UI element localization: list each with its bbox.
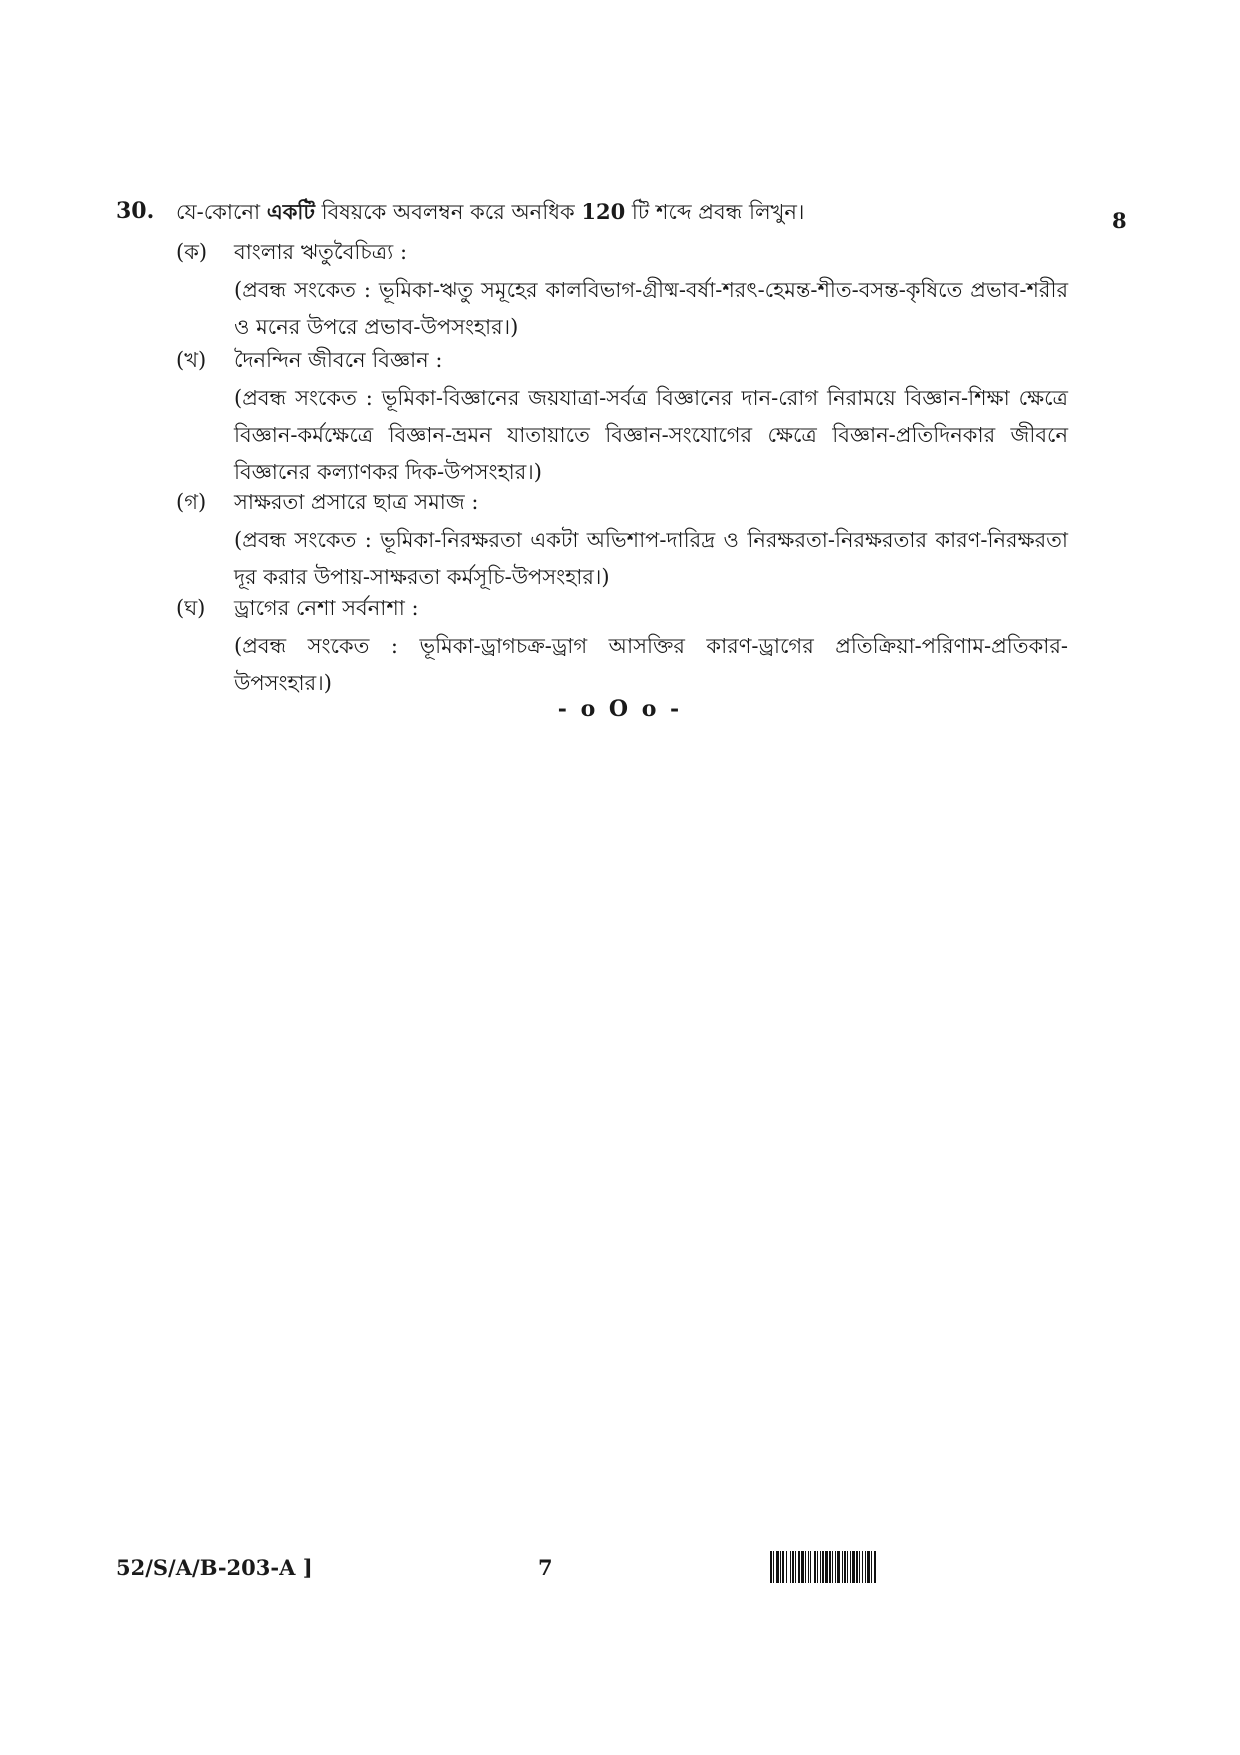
option-title: বাংলার ঋতুবৈচিত্র্য : xyxy=(234,240,408,264)
option-label: (ক) xyxy=(176,240,208,264)
question-number: 30. xyxy=(116,198,155,224)
word-limit: 120 xyxy=(581,199,626,224)
instruction-text: টি শব্দে প্রবন্ধ লিখুন। xyxy=(625,200,805,224)
option-hint: (প্রবন্ধ সংকেত : ভূমিকা-ড্রাগচক্র-ড্রাগ আসক্তির কারণ-ড্রাগের প্রতিক্রিয়া-পরিণাম-প্রতিকার-উপসংহার।) xyxy=(234,634,1068,695)
barcode-icon xyxy=(770,1551,1026,1583)
page-number: 7 xyxy=(538,1555,553,1580)
question-instruction xyxy=(176,196,1056,228)
question-marks: 8 xyxy=(1112,208,1127,233)
option-hint: (প্রবন্ধ সংকেত : ভূমিকা-ঋতু সমূহের কালবিভাগ-গ্রীষ্ম-বর্ষা-শরৎ-হেমন্ত-শীত-বসন্ত-কৃষিতে প্রভাব-শরীর ও মনের উপরে প্রভাব-উপসংহার।) xyxy=(234,278,1068,339)
option-label: (খ) xyxy=(176,348,207,372)
option-title: সাক্ষরতা প্রসারে ছাত্র সমাজ : xyxy=(234,490,479,514)
paper-code: 52/S/A/B-203-A ] xyxy=(116,1555,313,1580)
option-title: ড্রাগের নেশা সর্বনাশা : xyxy=(234,596,419,620)
option-hint: (প্রবন্ধ সংকেত : ভূমিকা-বিজ্ঞানের জয়যাত্রা-সর্বত্র বিজ্ঞানের দান-রোগ নিরাময়ে বিজ্ঞান-শিক্ষা ক্ষেত্রে বিজ্ঞান-কর্মক্ষেত্রে বিজ্ঞান-ভ্রমন যাতায়াতে বিজ্ঞান-সংযোগের ক্ষেত্রে বিজ্ঞান-প্রতিদিনকার জীবনে বিজ্ঞানের কল্যাণকর দিক-উপসংহার।) xyxy=(234,386,1068,484)
instruction-text: যে-কোনো xyxy=(176,200,267,224)
option-hint: (প্রবন্ধ সংকেত : ভূমিকা-নিরক্ষরতা একটা অভিশাপ-দারিদ্র ও নিরক্ষরতা-নিরক্ষরতার কারণ-নিরক্ষরতা দূর করার উপায়-সাক্ষরতা কর্মসূচি-উপসংহার।) xyxy=(234,528,1068,589)
instruction-text: বিষয়কে অবলম্বন করে অনধিক xyxy=(314,200,582,224)
option-label: (গ) xyxy=(176,490,207,514)
end-of-paper-mark: - o O o - xyxy=(557,696,683,722)
option-title: দৈনন্দিন জীবনে বিজ্ঞান : xyxy=(234,348,443,372)
option-label: (ঘ) xyxy=(176,596,206,620)
instruction-emphasis: একটি xyxy=(266,199,315,224)
